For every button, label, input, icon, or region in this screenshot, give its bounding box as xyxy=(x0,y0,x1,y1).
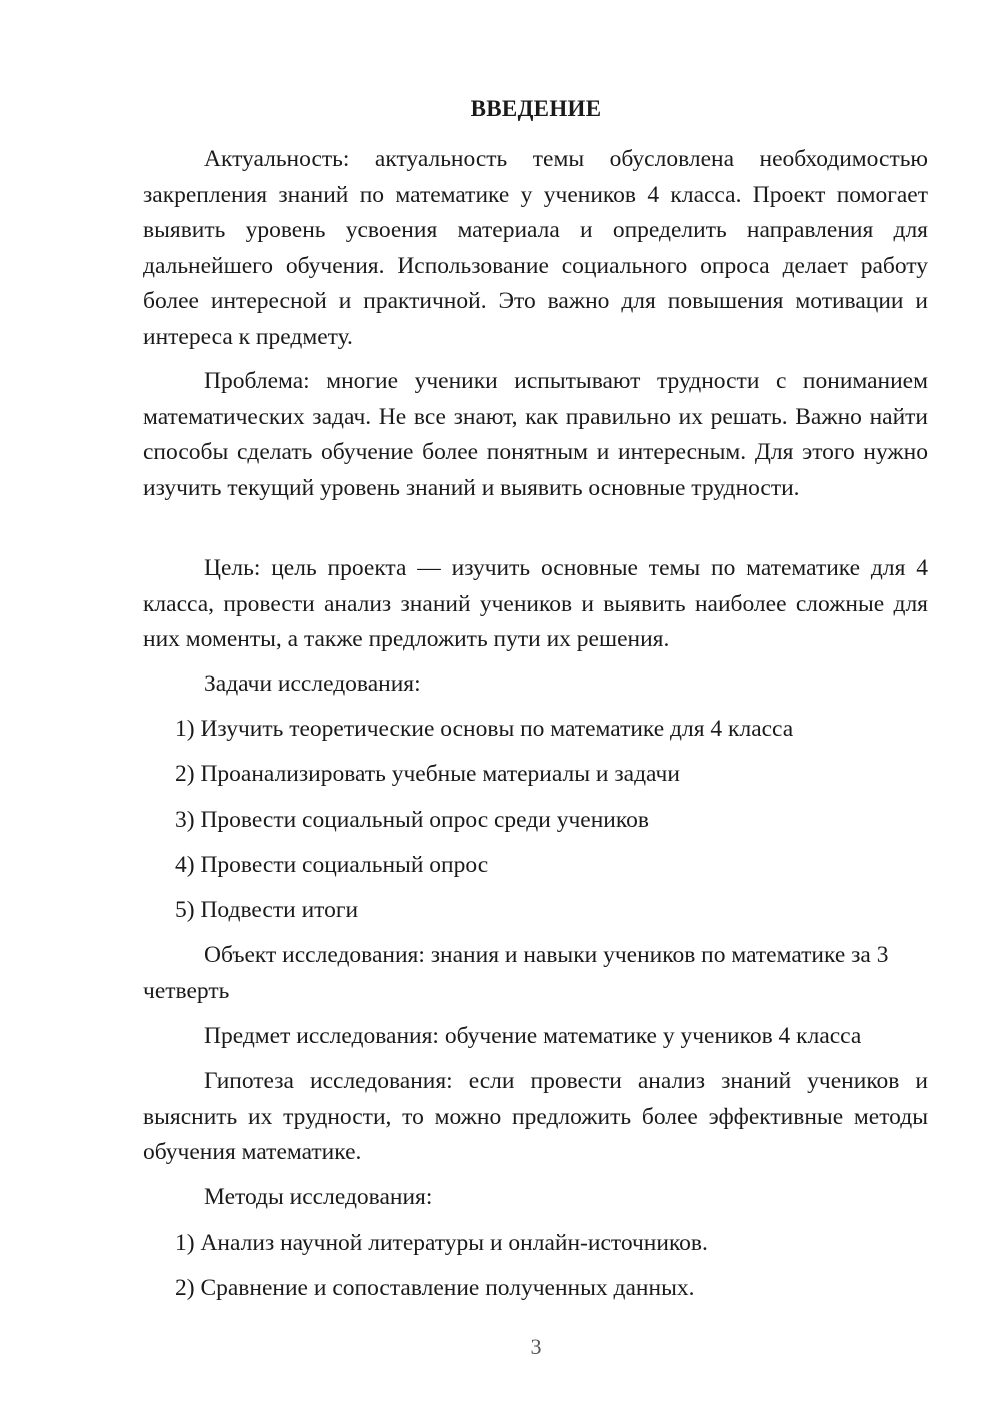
methods-heading: Методы исследования: xyxy=(204,1184,433,1210)
page-title: ВВЕДЕНИЕ xyxy=(470,96,602,121)
tasks-heading: Задачи исследования: xyxy=(204,671,421,697)
relevance-paragraph: Актуальность: актуальность темы обусловлена необходимостью закрепления знаний по математике у учеников 4 класса. Проект помогает выявить уровень усвоения материала и определить направления для дальнейшего обучения. Использование социального опроса делает работу более интересной и практичной. Это важно для повышения мотивации и интереса к предмету. xyxy=(143,146,928,350)
task-item: 1) Изучить теоретические основы по математике для 4 класса xyxy=(175,716,794,742)
page-number: 3 xyxy=(530,1334,542,1359)
method-item: 2) Сравнение и сопоставление полученных данных. xyxy=(175,1275,695,1301)
task-item: 2) Проанализировать учебные материалы и задачи xyxy=(175,761,680,787)
task-item: 5) Подвести итоги xyxy=(175,897,359,923)
subject-paragraph: Предмет исследования: обучение математике у учеников 4 класса xyxy=(204,1023,862,1049)
object-paragraph: Объект исследования: знания и навыки учеников по математике за 3 четверть xyxy=(143,942,889,1004)
goal-paragraph: Цель: цель проекта — изучить основные темы по математике для 4 класса, провести анализ знаний учеников и выявить наиболее сложные для них моменты, а также предложить пути их решения. xyxy=(143,555,928,652)
task-item: 3) Провести социальный опрос среди учеников xyxy=(175,807,649,833)
hypothesis-paragraph: Гипотеза исследования: если провести анализ знаний учеников и выяснить их трудности, то можно предложить более эффективные методы обучения математике. xyxy=(143,1068,928,1165)
method-item: 1) Анализ научной литературы и онлайн-источников. xyxy=(175,1230,708,1256)
problem-paragraph: Проблема: многие ученики испытывают трудности с пониманием математических задач. Не все знают, как правильно их решать. Важно найти способы сделать обучение более понятным и интересным. Для этого нужно изучить текущий уровень знаний и выявить основные трудности. xyxy=(143,368,928,501)
task-item: 4) Провести социальный опрос xyxy=(175,852,489,878)
